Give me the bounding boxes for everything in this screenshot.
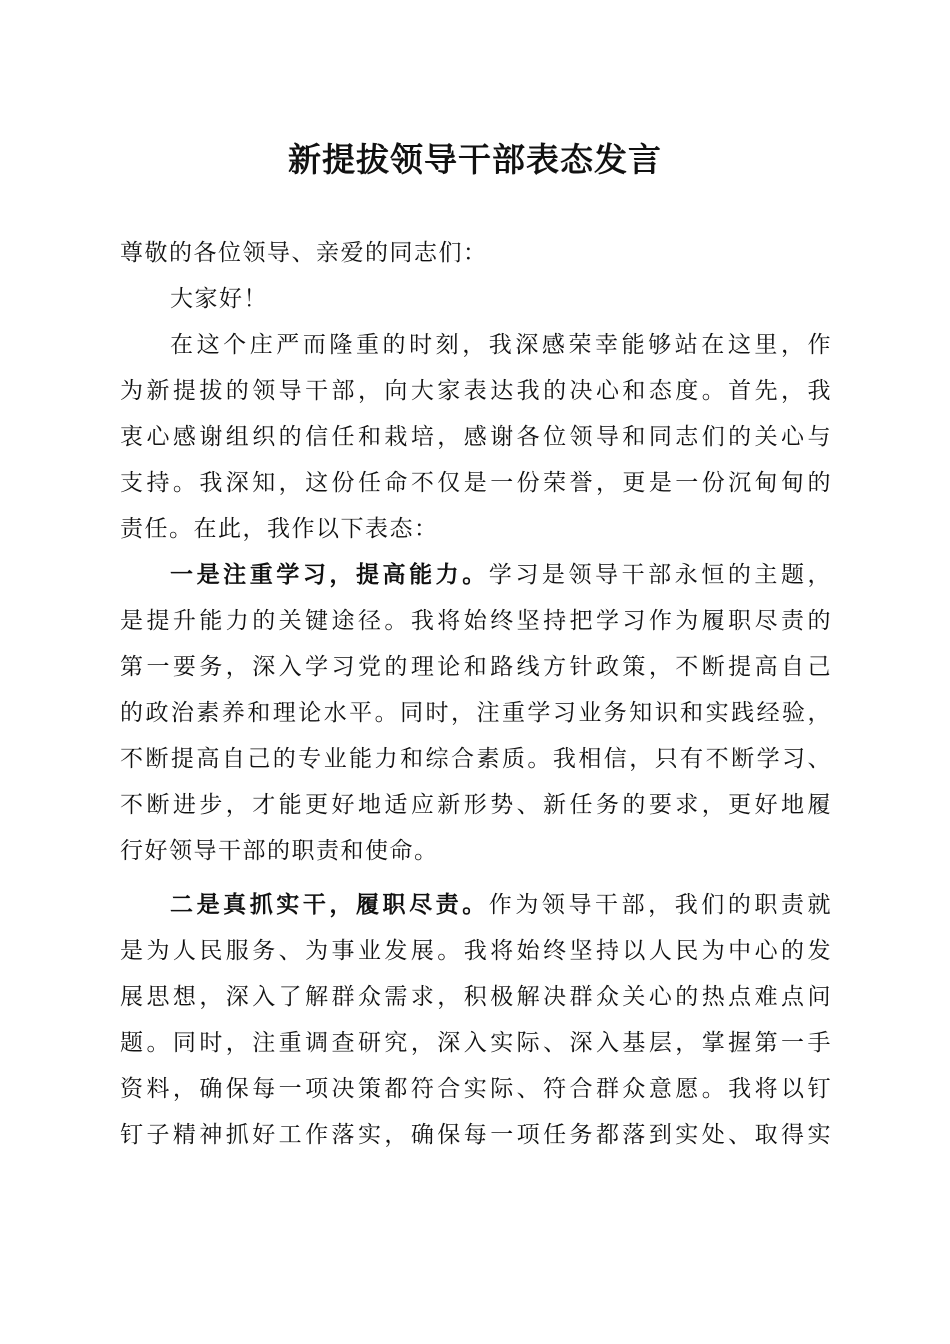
section-1-line: 的政治素养和理论水平。同时，注重学习业务知识和实践经验， bbox=[120, 700, 832, 726]
greeting: 大家好！ bbox=[170, 286, 268, 312]
section-1-first-line bbox=[120, 552, 832, 598]
section-1-line: 是提升能力的关键途径。我将始终坚持把学习作为履职尽责的 bbox=[120, 608, 832, 634]
section-1-line: 第一要务，深入学习党的理论和路线方针政策，不断提高自己 bbox=[120, 654, 832, 680]
section-2-line: 题。同时，注重调查研究，深入实际、深入基层，掌握第一手 bbox=[120, 1030, 832, 1056]
section-2-line: 钉子精神抓好工作落实，确保每一项任务都落到实处、取得实 bbox=[120, 1122, 832, 1148]
intro-line: 责任。在此，我作以下表态： bbox=[120, 516, 439, 542]
section-2-paragraph bbox=[120, 882, 832, 1158]
intro-line: 为新提拔的领导干部，向大家表达我的决心和态度。首先，我 bbox=[120, 378, 832, 404]
document-body bbox=[120, 230, 832, 1158]
document-title: 新提拔领导干部表态发言 bbox=[288, 140, 662, 179]
section-1-line: 不断进步，才能更好地适应新形势、新任务的要求，更好地履 bbox=[120, 792, 832, 818]
section-1-line: 行好领导干部的职责和使命。 bbox=[120, 838, 439, 864]
section-2-first-line bbox=[120, 882, 832, 928]
section-2-line: 资料，确保每一项决策都符合实际、符合群众意愿。我将以钉 bbox=[120, 1076, 832, 1102]
intro-line: 支持。我深知，这份任命不仅是一份荣誉，更是一份沉甸甸的 bbox=[120, 470, 832, 496]
section-1-paragraph bbox=[120, 552, 832, 874]
section-2-heading: 二是真抓实干，履职尽责。 bbox=[170, 891, 489, 918]
salutation: 尊敬的各位领导、亲爱的同志们： bbox=[120, 240, 488, 266]
intro-line: 在这个庄严而隆重的时刻，我深感荣幸能够站在这里，作 bbox=[170, 332, 832, 358]
section-1-first-line-text: 学习是领导干部永恒的主题， bbox=[488, 562, 832, 588]
intro-paragraph bbox=[120, 322, 832, 552]
section-2-first-line-text: 作为领导干部，我们的职责就 bbox=[488, 892, 832, 918]
section-1-line: 不断提高自己的专业能力和综合素质。我相信，只有不断学习、 bbox=[120, 746, 832, 772]
section-2-line: 展思想，深入了解群众需求，积极解决群众关心的热点难点问 bbox=[120, 984, 832, 1010]
section-1-heading: 一是注重学习，提高能力。 bbox=[170, 561, 489, 588]
intro-line: 衷心感谢组织的信任和栽培，感谢各位领导和同志们的关心与 bbox=[120, 424, 832, 450]
section-2-line: 是为人民服务、为事业发展。我将始终坚持以人民为中心的发 bbox=[120, 938, 832, 964]
